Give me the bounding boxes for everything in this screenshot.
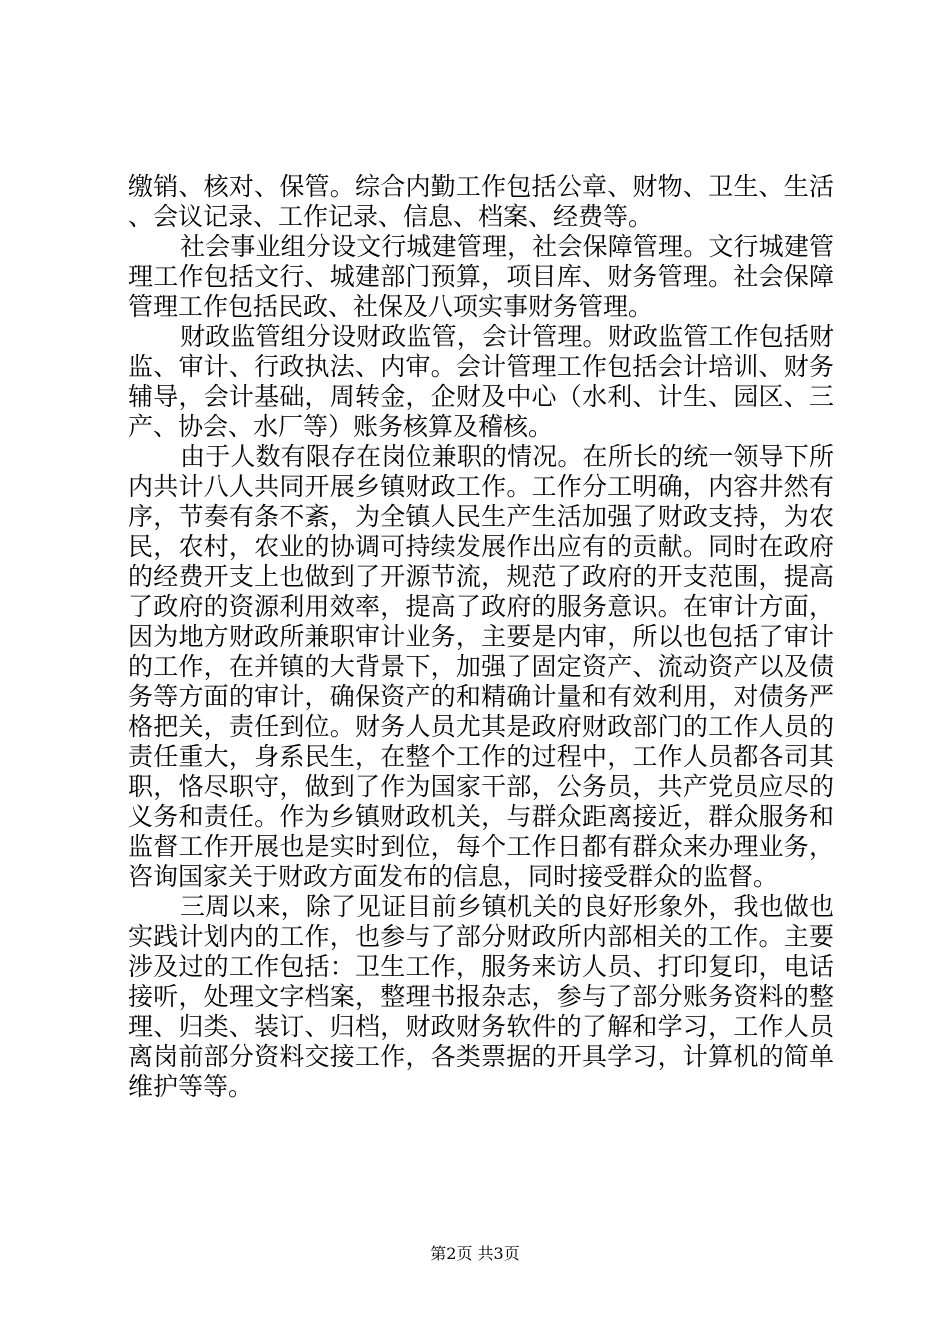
paragraph-3: 财政监管组分设财政监管，会计管理。财政监管工作包括财监、审计、行政执法、内审。会计管理工作包括会计培训、财务辅导，会计基础，周转金，企财及中心（水利、计生、园区、三产、协会、水厂等）账务核算及稽核。 — [128, 322, 834, 441]
page-number-label: 第2页 共3页 — [430, 1244, 520, 1263]
paragraph-5: 三周以来，除了见证目前乡镇机关的良好形象外，我也做也实践计划内的工作，也参与了部分财政所内部相关的工作。主要涉及过的工作包括：卫生工作，服务来访人员、打印复印，电话接听，处理文字档案，整理书报杂志，参与了部分账务资料的整理、归类、装订、归档，财政财务软件的了解和学习，工作人员离岗前部分资料交接工作，各类票据的开具学习，计算机的简单维护等等。 — [128, 892, 834, 1101]
paragraph-4: 由于人数有限存在岗位兼职的情况。在所长的统一领导下所内共计八人共同开展乡镇财政工作。工作分工明确，内容井然有序，节奏有条不紊，为全镇人民生产生活加强了财政支持，为农民，农村，农业的协调可持续发展作出应有的贡献。同时在政府的经费开支上也做到了开源节流，规范了政府的开支范围，提高了政府的资源利用效率，提高了政府的服务意识。在审计方面，因为地方财政所兼职审计业务，主要是内审，所以也包括了审计的工作，在并镇的大背景下，加强了固定资产、流动资产以及债务等方面的审计，确保资产的和精确计量和有效利用，对债务严格把关，责任到位。财务人员尤其是政府财政部门的工作人员的责任重大，身系民生，在整个工作的过程中，工作人员都各司其职，恪尽职守，做到了作为国家干部，公务员，共产党员应尽的义务和责任。作为乡镇财政机关，与群众距离接近，群众服务和监督工作开展也是实时到位，每个工作日都有群众来办理业务，咨询国家关于财政方面发布的信息，同时接受群众的监督。 — [128, 442, 834, 891]
paragraph-2: 社会事业组分设文行城建管理，社会保障管理。文行城建管理工作包括文行、城建部门预算，项目库、财务管理。社会保障管理工作包括民政、社保及八项实事财务管理。 — [128, 232, 834, 321]
document-body — [128, 172, 834, 1102]
page-footer — [0, 1244, 950, 1264]
paragraph-1: 缴销、核对、保管。综合内勤工作包括公章、财物、卫生、生活、会议记录、工作记录、信息、档案、经费等。 — [128, 172, 834, 231]
